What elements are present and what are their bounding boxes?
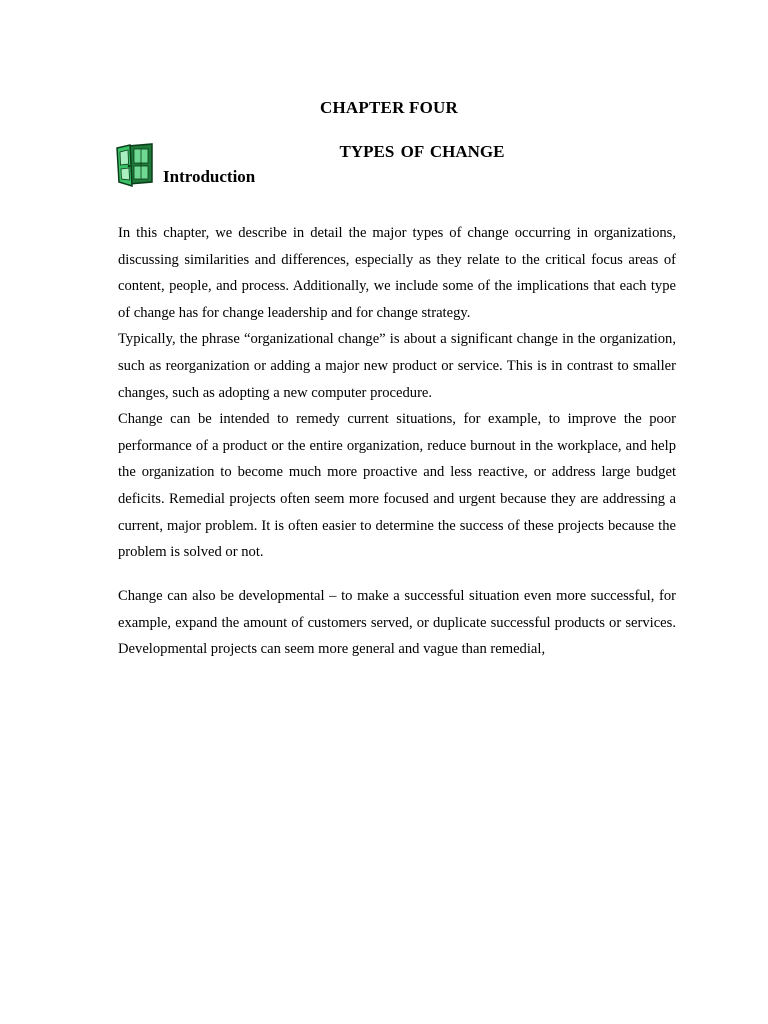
paragraph: In this chapter, we describe in detail the major types of change occurring in organizations, discussing similarities and differences, especially as they relate to the critical focus areas of content, people, and process. Additionally, we include some of the implications that each type of change has for change leadership and for change strategy. (118, 225, 676, 321)
chapter-title: CHAPTER FOUR (320, 98, 458, 117)
body-text-block (118, 583, 676, 663)
section-heading: Introduction (163, 167, 256, 186)
door-icon (114, 142, 156, 188)
chapter-subtitle: TYPES OF CHANGE (339, 142, 505, 161)
paragraph: Change can be intended to remedy current situations, for example, to improve the poor performance of a product or the entire organization, reduce burnout in the workplace, and help the organization to become much more proactive and less reactive, or address large budget deficits. Remedial projects often seem more focused and urgent because they are addressing a current, major problem. It is often easier to determine the success of these projects because the problem is solved or not. (118, 411, 676, 561)
paragraph: Change can also be developmental – to make a successful situation even more successful, for example, expand the amount of customers served, or duplicate successful products or services. Developmental projects can seem more general and vague than remedial, (118, 588, 676, 658)
body-text-block (118, 220, 676, 566)
paragraph: Typically, the phrase “organizational change” is about a significant change in the organization, such as reorganization or adding a major new product or service. This is in contrast to smaller changes, such as adopting a new computer procedure. (118, 331, 676, 401)
